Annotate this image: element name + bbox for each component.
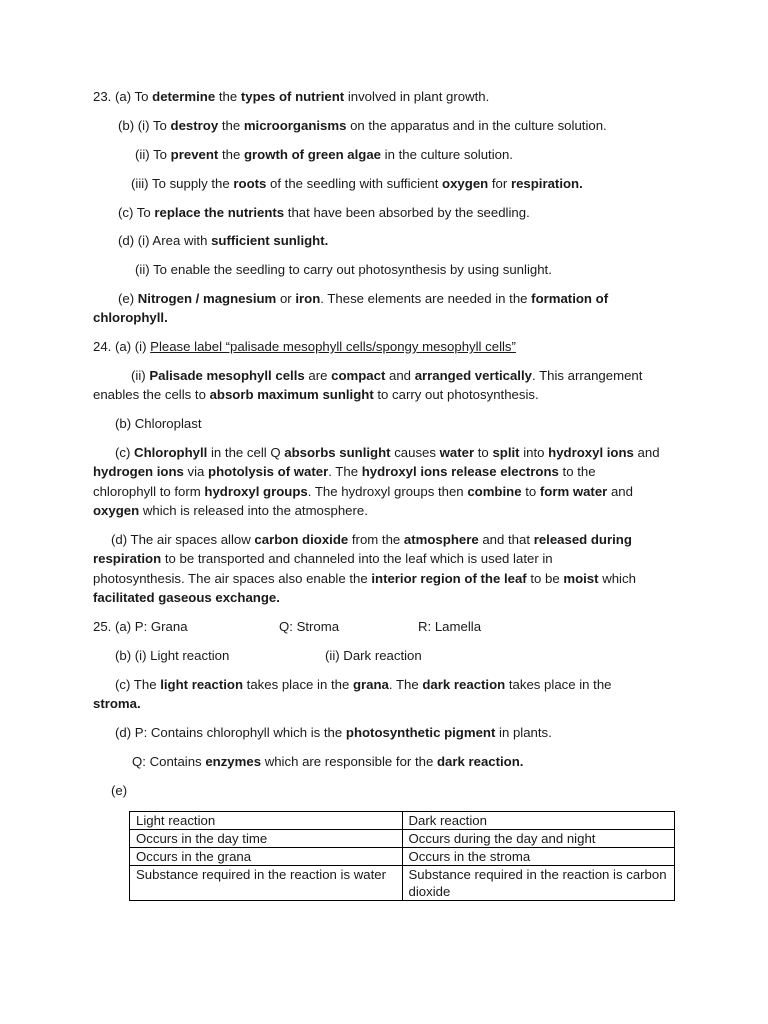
q24-c-line1: (c) Chlorophyll in the cell Q absorbs sunlight causes water to split into hydroxyl ions and <box>115 445 660 460</box>
q25-c-line1: (c) The light reaction takes place in the grana. The dark reaction takes place in the <box>115 677 612 692</box>
q25-b-ii: (ii) Dark reaction <box>325 648 422 663</box>
table-cell: Substance required in the reaction is carbon dioxide <box>402 866 675 901</box>
q23-a: 23. (a) To determine the types of nutrient involved in plant growth. <box>93 89 490 104</box>
table-cell: Occurs in the day time <box>130 830 403 848</box>
q25-a-p: 25. (a) P: Grana <box>93 619 188 634</box>
q25-a-r: R: Lamella <box>418 619 482 634</box>
q25-e: (e) <box>111 783 128 798</box>
q24-c-line2: hydrogen ions via photolysis of water. The hydroxyl ions release electrons to the <box>93 464 596 479</box>
table-row <box>130 812 675 830</box>
q24-b: (b) Chloroplast <box>115 416 202 431</box>
table-cell: Occurs in the stroma <box>402 848 675 866</box>
q25-d-q: Q: Contains enzymes which are responsible for the dark reaction. <box>132 754 524 769</box>
q23-d-ii: (ii) To enable the seedling to carry out photosynthesis by using sunlight. <box>135 262 552 277</box>
table-row <box>130 830 675 848</box>
table-cell: Occurs during the day and night <box>402 830 675 848</box>
q23-b-iii: (iii) To supply the roots of the seedling with sufficient oxygen for respiration. <box>131 176 583 191</box>
label-instruction: Please label “palisade mesophyll cells/spongy mesophyll cells” <box>150 339 516 354</box>
q24-c-line3: chlorophyll to form hydroxyl groups. The hydroxyl groups then combine to form water and <box>93 484 633 499</box>
q25-d-p: (d) P: Contains chlorophyll which is the photosynthetic pigment in plants. <box>115 725 552 740</box>
table-row <box>130 866 675 901</box>
q25-c-line2: stroma. <box>93 696 141 711</box>
q24-a-ii-line1: (ii) Palisade mesophyll cells are compact and arranged vertically. This arrangement <box>131 368 643 383</box>
q24-d-line3: photosynthesis. The air spaces also enable the interior region of the leaf to be moist which <box>93 571 636 586</box>
q23-b-i: (b) (i) To destroy the microorganisms on the apparatus and in the culture solution. <box>118 118 607 133</box>
q23-e-line2: chlorophyll. <box>93 310 168 325</box>
q24-d-line4: facilitated gaseous exchange. <box>93 590 280 605</box>
table-row <box>130 848 675 866</box>
q23-d-i: (d) (i) Area with sufficient sunlight. <box>118 233 329 248</box>
table-cell: Substance required in the reaction is water <box>130 866 403 901</box>
table-cell: Light reaction <box>130 812 403 830</box>
q25-b-i: (b) (i) Light reaction <box>115 648 230 663</box>
q24-c-line4: oxygen which is released into the atmosphere. <box>93 503 368 518</box>
q24-a-ii-line2: enables the cells to absorb maximum sunlight to carry out photosynthesis. <box>93 387 539 402</box>
q24-d-line1: (d) The air spaces allow carbon dioxide from the atmosphere and that released during <box>111 532 632 547</box>
table-cell: Occurs in the grana <box>130 848 403 866</box>
q23-b-ii: (ii) To prevent the growth of green algae in the culture solution. <box>135 147 513 162</box>
q23-c: (c) To replace the nutrients that have been absorbed by the seedling. <box>118 205 530 220</box>
comparison-table <box>129 811 675 901</box>
q24-a-i: 24. (a) (i) Please label “palisade mesophyll cells/spongy mesophyll cells” <box>93 339 516 354</box>
table-cell: Dark reaction <box>402 812 675 830</box>
q25-a-q: Q: Stroma <box>279 619 340 634</box>
q23-e-line1: (e) Nitrogen / magnesium or iron. These elements are needed in the formation of <box>118 291 609 306</box>
q24-d-line2: respiration to be transported and channeled into the leaf which is used later in <box>93 551 553 566</box>
